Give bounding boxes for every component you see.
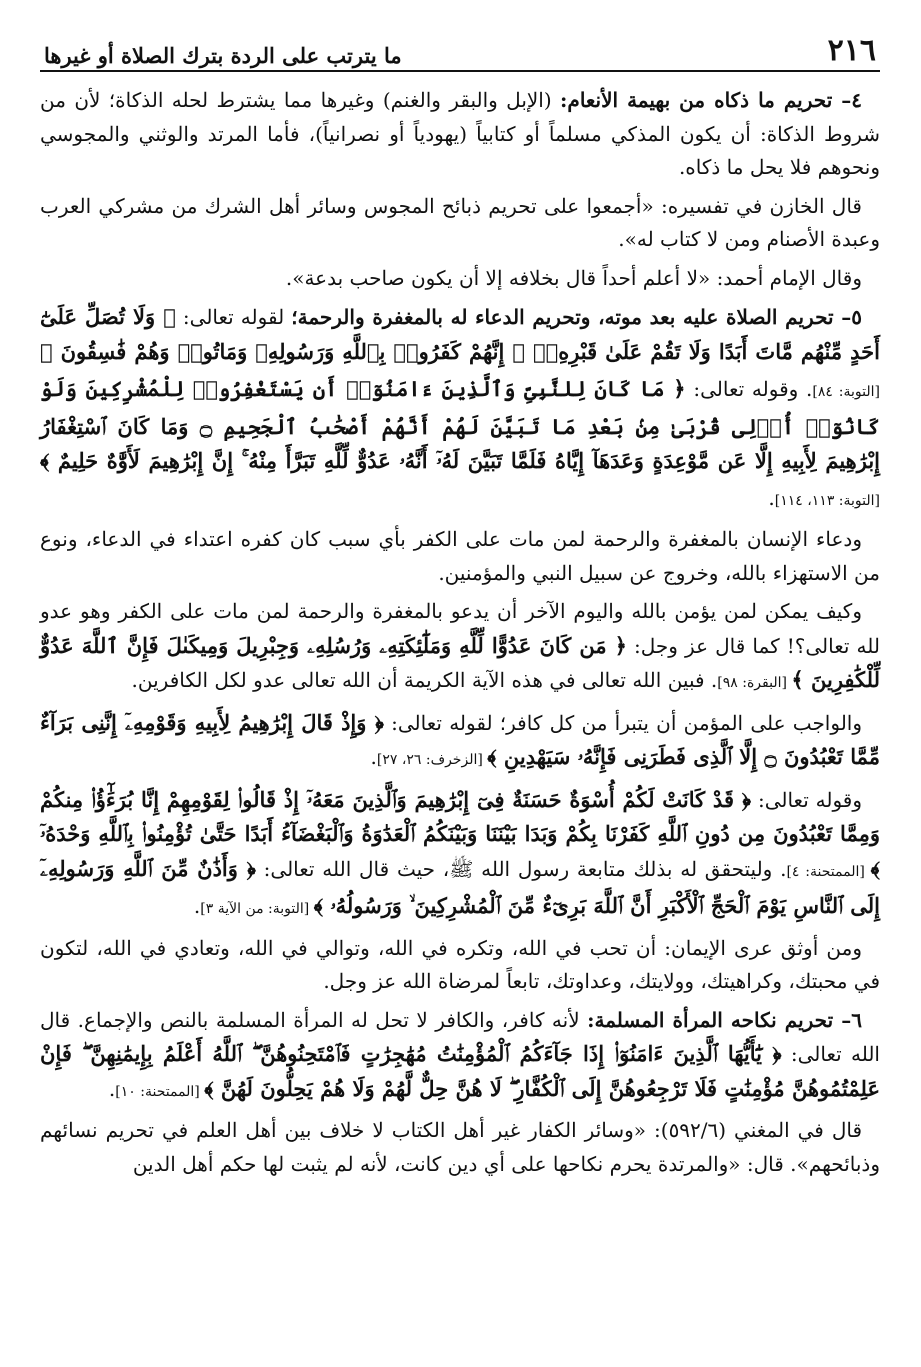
paragraph-text: . [193, 894, 201, 918]
page-number: ٢١٦ [827, 33, 876, 68]
page-body [40, 84, 880, 1181]
paragraph-text: وقوله تعالى: [751, 787, 862, 812]
paragraph-mughni-quote [40, 1114, 880, 1181]
quran-verse: ﴿ مَا كَانَ لِلنَّبِىِّ وَٱلَّذِينَ ءَامَنُوٓا۟ أَن يَسْتَغْفِرُوا۟ لِلْمُشْرِكِينَ وَلَوْ كَانُوٓا۟ أُو۟لِى قُرْبَىٰ مِنۢ بَعْدِ مَا تَبَيَّنَ لَهُمْ أَنَّهُمْ أَصْحَٰبُ ٱلْجَحِيمِ ۝ وَمَا كَانَ ٱسْتِغْفَارُ إِبْرَٰهِيمَ لِأَبِيهِ إِلَّا عَن مَّوْعِدَةٍ وَعَدَهَآ إِيَّاهُ فَلَمَّا تَبَيَّنَ لَهُۥٓ أَنَّهُۥ عَدُوٌّ لِّلَّهِ تَبَرَّأَ مِنْهُ ۚ إِنَّ إِبْرَٰهِيمَ لَأَوَّٰهٌ حَلِيمٌ ﴾ [40, 376, 880, 473]
paragraph-text: وكيف يمكن لمن يؤمن بالله واليوم الآخر أن يدعو بالمغفرة والرحمة لمن مات على الكفر وهو عدو لله تعالى؟! كما قال عز وجل: [40, 599, 880, 658]
quran-verse: ﴿ قَدْ كَانَتْ لَكُمْ أُسْوَةٌ حَسَنَةٌ فِىٓ إِبْرَٰهِيمَ وَٱلَّذِينَ مَعَهُۥٓ إِذْ قَالُوا۟ لِقَوْمِهِمْ إِنَّا بُرَءَٰٓؤُا۟ مِنكُمْ وَمِمَّا تَعْبُدُونَ مِن دُونِ ٱللَّهِ كَفَرْنَا بِكُمْ وَبَدَا بَيْنَنَا وَبَيْنَكُمُ ٱلْعَدَٰوَةُ وَٱلْبَغْضَآءُ أَبَدًا حَتَّىٰ تُؤْمِنُوا۟ بِٱللَّهِ وَحْدَهُۥٓ ﴾ [40, 786, 880, 881]
paragraph-text: . [370, 745, 377, 769]
quran-verse: ﴿ وَإِذْ قَالَ إِبْرَٰهِيمُ لِأَبِيهِ وَقَوْمِهِۦٓ إِنَّنِى بَرَآءٌ مِّمَّا تَعْبُدُونَ ۝ إِلَّا ٱلَّذِى فَطَرَنِى فَإِنَّهُۥ سَيَهْدِينِ ﴾ [40, 709, 880, 769]
page-header [40, 18, 880, 72]
paragraph-text: . وقوله تعالى: [685, 377, 813, 401]
paragraph-text: قال الخازن في تفسيره: «أجمعوا على تحريم ذبائح المجوس وسائر أهل الشرك من مشركي العرب وعبدة الأصنام ومن لا كتاب له». [40, 193, 880, 251]
paragraph-ahmad-quote [40, 262, 880, 296]
paragraph-text: لقوله تعالى: [175, 305, 292, 329]
paragraph-text: (الإبل والبقر والغنم) وغيرها مما يشترط لحله الذكاة؛ لأن من شروط الذكاة: أن يكون المذكي مسلماً أو كتابياً (يهودياً أو نصرانياً)، فأما المرتد والوثني والمجوسي ونحوهم فلا يحل ما ذكاه. [40, 88, 880, 179]
paragraph-item-5 [40, 300, 880, 518]
item-heading: ٥– تحريم الصلاة عليه بعد موته، وتحريم الدعاء له بالمغفرة والرحمة؛ [291, 305, 862, 329]
paragraph-text: وقال الإمام أحمد: «لا أعلم أحداً قال بخلافه إلا أن يكون صاحب بدعة». [285, 265, 862, 290]
paragraph-text: . [108, 1076, 116, 1101]
verse-reference: [الممتحنة: ١٠] [115, 1083, 205, 1100]
paragraph-enemy-of-allah [40, 595, 880, 701]
paragraph-text: . [768, 485, 775, 510]
paragraph-text: لأنه كافر، والكافر لا تحل له المرأة المسلمة بالنص والإجماع. قال الله تعالى: [40, 1007, 880, 1066]
paragraph-text: . وليتحقق له بذلك متابعة رسول الله ﷺ، حيث قال الله تعالى: [255, 856, 787, 881]
book-page [40, 18, 880, 1358]
verse-reference: [الممتحنة: ٤] [786, 863, 871, 880]
paragraph-good-example [40, 783, 880, 927]
paragraph-dua-for-kafir [40, 523, 880, 590]
verse-reference: [البقرة: ٩٨] [717, 675, 792, 691]
running-title: ما يترتب على الردة بترك الصلاة أو غيرها [44, 43, 402, 68]
verse-reference: [التوبة: ٨٤] [812, 384, 880, 400]
quran-verse: ﴿ وَأَذَٰنٌ مِّنَ ٱللَّهِ وَرَسُولِهِۦٓ إِلَى ٱلنَّاسِ يَوْمَ ٱلْحَجِّ ٱلْأَكْبَرِ أَنَّ ٱللَّهَ بَرِىٓءٌ مِّنَ ٱلْمُشْرِكِينَ ۙ وَرَسُولُهُۥ ﴾ [40, 855, 880, 918]
verse-reference: [الزخرف: ٢٦، ٢٧] [376, 752, 488, 768]
paragraph-text: ومن أوثق عرى الإيمان: أن تحب في الله، وتكره في الله، وتوالي في الله، وتعادي في الله، لتكون في محبتك، وكراهيتك، وولايتك، وعداوتك، تابعاً لمرضاة الله عز وجل. [40, 935, 880, 993]
quran-verse: ﴿ مَن كَانَ عَدُوًّا لِّلَّهِ وَمَلَٰٓئِكَتِهِۦ وَرُسُلِهِۦ وَجِبْرِيلَ وَمِيكَىٰلَ فَإِنَّ ٱللَّهَ عَدُوٌّ لِّلْكَٰفِرِينَ ﴾ [40, 632, 880, 692]
item-heading: ٦– تحريم نكاحه المرأة المسلمة: [587, 1007, 862, 1032]
quran-verse: ﴿ يَٰٓأَيُّهَا ٱلَّذِينَ ءَامَنُوٓا۟ إِذَا جَآءَكُمُ ٱلْمُؤْمِنَٰتُ مُهَٰجِرَٰتٍ فَٱمْتَحِنُوهُنَّ ۖ ٱللَّهُ أَعْلَمُ بِإِيمَٰنِهِنَّ ۖ فَإِنْ عَلِمْتُمُوهُنَّ مُؤْمِنَٰتٍ فَلَا تَرْجِعُوهُنَّ إِلَى ٱلْكُفَّارِ ۖ لَا هُنَّ حِلٌّ لَّهُمْ وَلَا هُمْ يَحِلُّونَ لَهُنَّ ﴾ [40, 1041, 880, 1101]
paragraph-text: والواجب على المؤمن أن يتبرأ من كل كافر؛ لقوله تعالى: [383, 710, 862, 735]
paragraph-text: قال في المغني (٥٩٢/٦): «وسائر الكفار غير أهل الكتاب لا خلاف بين أهل العلم في تحريم نسائهم وذبائحهم». قال: «والمرتدة يحرم نكاحها على أي دين كانت، لأنه لم يثبت لها حكم أهل الدين [40, 1118, 880, 1176]
paragraph-text: ودعاء الإنسان بالمغفرة والرحمة لمن مات على الكفر بأي سبب كان كفره اعتداء في الدعاء، ونوع من الاستهزاء بالله، وخروج عن سبيل النبي والمؤمنين. [40, 527, 880, 585]
paragraph-khazin-quote [40, 190, 880, 257]
paragraph-text: . فبين الله تعالى في هذه الآية الكريمة أن الله تعالى عدو لكل الكافرين. [131, 668, 718, 692]
paragraph-item-6 [40, 1004, 880, 1110]
item-heading: ٤– تحريم ما ذكاه من بهيمة الأنعام: [560, 88, 862, 112]
quran-verse: ﴿ وَلَا تُصَلِّ عَلَىٰٓ أَحَدٍ مِّنْهُم مَّاتَ أَبَدًا وَلَا تَقُمْ عَلَىٰ قَبْرِهِۦٓ ۖ إِنَّهُمْ كَفَرُوا۟ بِٱللَّهِ وَرَسُولِهِۦ وَمَاتُوا۟ وَهُمْ فَٰسِقُونَ ﴾ [40, 304, 880, 364]
paragraph-item-4 [40, 84, 880, 185]
verse-reference: [التوبة: من الآية ٣] [200, 901, 314, 917]
paragraph-bonds-of-faith [40, 932, 880, 999]
paragraph-disavowal [40, 706, 880, 778]
verse-reference: [التوبة: ١١٣، ١١٤] [774, 492, 880, 509]
